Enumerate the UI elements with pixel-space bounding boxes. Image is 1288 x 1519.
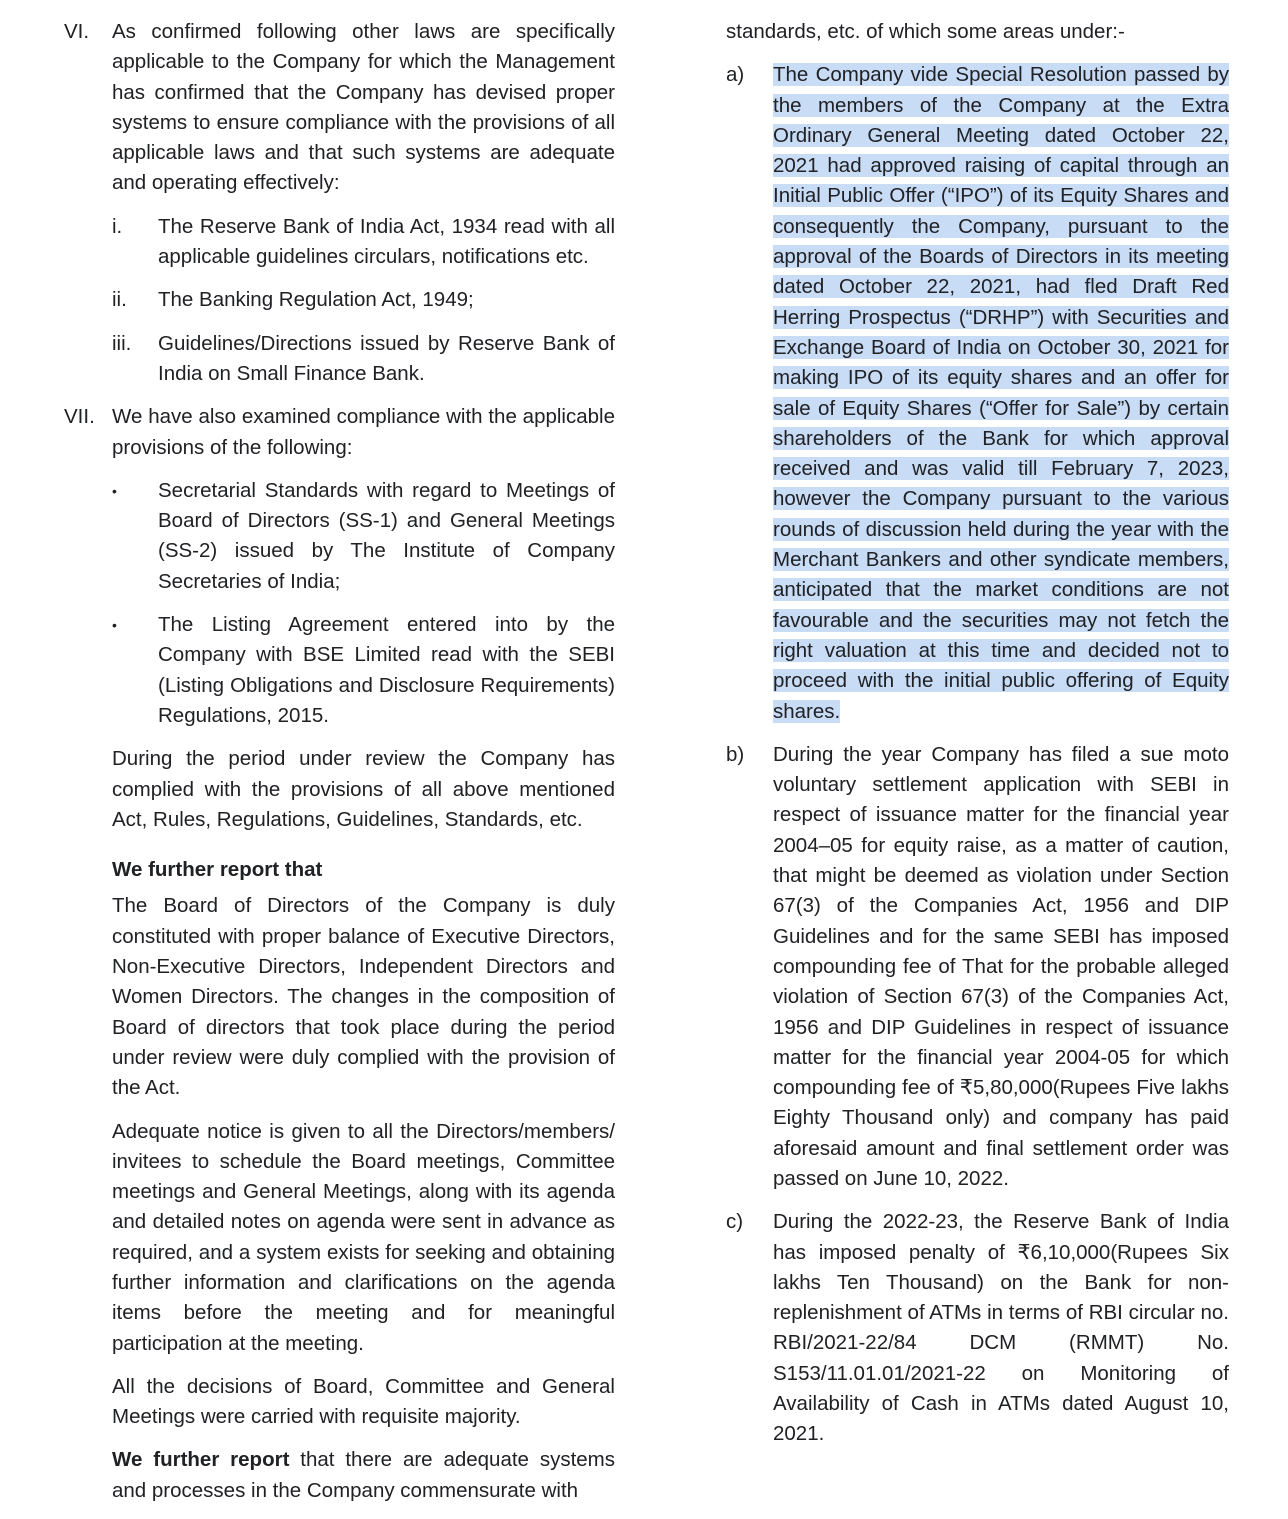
list-item [112,285,615,315]
list-item-number: c) [726,1210,744,1234]
list-item [112,329,615,390]
list-item-number: iii. [112,331,132,355]
list-item-text: Guidelines/Directions issued by Reserve Bank of India on Small Finance Bank. [158,331,615,385]
list-item-number: i. [112,214,123,238]
section-number: VI. [64,20,90,43]
list-item-text: The Reserve Bank of India Act, 1934 read with all applicable guidelines circulars, notifications etc. [158,214,615,269]
paragraph-board: The Board of Directors of the Company is duly constituted with proper balance of Executive Directors, Non-Executive Directors, Independent Directors and Women Directors. The changes in the composition of Board of directors that took place during the period under review were duly complied with the provision of the Act. [112,894,615,1100]
bullet-item [112,610,615,731]
bullet-text: The Listing Agreement entered into by the Company with BSE Limited read with the SEBI (Listing Obligations and Disclosure Requirements) Regulations, 2015. [158,613,615,727]
bullet-icon: • [112,617,117,634]
list-item-text: The Banking Regulation Act, 1949; [158,288,474,312]
right-column [726,17,1229,1463]
left-column [64,17,615,1519]
list-item-text: During the 2022-23, the Reserve Bank of India has imposed penalty of ₹6,10,000(Rupees Six lakhs Ten Thousand) on the Bank for non-replenishment of ATMs in terms of RBI circular no. RBI/2021-22/84 DCM (RMMT) No. S153/11.01.01/2021-22 on Monitoring of Availability of Cash in ATMs dated August 10, 2021. [773,1210,1229,1446]
list-item-b [726,740,1229,1194]
list-item-c [726,1207,1229,1449]
heading-further-report: We further report that [112,858,323,882]
bullet-item [112,476,615,597]
list-item-number: b) [726,742,745,766]
list-item-number: a) [726,63,745,87]
section-vii [64,402,615,463]
section-text: We have also examined compliance with the applicable provisions of the following: [112,405,615,459]
list-item-a [726,60,1229,727]
bold-lead: We further report [112,1448,290,1472]
lead-text: standards, etc. of which some areas under:- [726,20,1125,43]
list-item-number: ii. [112,288,127,312]
paragraph-decisions: All the decisions of Board, Committee and General Meetings were carried with requisite majority. [112,1374,615,1429]
paragraph-further-report [112,1445,615,1506]
list-item-text [773,60,1229,727]
bullet-icon: • [112,482,117,499]
selected-text[interactable]: The Company vide Special Resolution passed by the members of the Company at the Extra Ordinary General Meeting dated October 22, 2021 had approved raising of capital through an Initial Public Offer (“IPO”) of its Equity Shares and consequently the Company, pursuant to the approval of the Boards of Directors in its meeting dated October 22, 2021, had fled Draft Red Herring Prospectus (“DRHP”) with Securities and Exchange Board of India on October 30, 2021 for making IPO of its equity shares and an offer for sale of Equity Shares (“Offer for Sale”) by certain shareholders of the Bank for which approval received and was valid till February 7, 2023, however the Company pursuant to the various rounds of discussion held during the year with the Merchant Bankers and other syndicate members, anticipated that the market conditions are not favourable and the securities may not fetch the right valuation at this time and decided not to proceed with the initial public offering of Equity shares. [773,63,1229,723]
bullet-text: Secretarial Standards with regard to Meetings of Board of Directors (SS-1) and General Meetings (SS-2) issued by The Institute of Company Secretaries of India; [158,478,615,593]
paragraph-rest: that there are adequate systems and processes in the Company commensurate with [112,1448,615,1502]
list-item [112,212,615,273]
section-text: As confirmed following other laws are specifically applicable to the Company for which the Management has confirmed that the Company has devised proper systems to ensure compliance with the provisions of all applicable laws and that such systems are adequate and operating effectively: [112,20,615,195]
list-item-text: During the year Company has filed a sue moto voluntary settlement application with SEBI in respect of issuance matter for the financial year 2004–05 for equity raise, as a matter of caution, that might be deemed as violation under Section 67(3) of the Companies Act, 1956 and DIP Guidelines and for the same SEBI has imposed compounding fee of That for the probable alleged violation of Section 67(3) of the Companies Act, 1956 and DIP Guidelines in respect of issuance matter for the financial year 2004-05 for which compounding fee of ₹5,80,000(Rupees Five lakhs Eighty Thousand only) and company has paid aforesaid amount and final settlement order was passed on June 10, 2022. [773,742,1229,1190]
paragraph-notice: Adequate notice is given to all the Directors/members/ invitees to schedule the Board meetings, Committee meetings and General Meetings, along with its agenda and detailed notes on agenda were sent in advance as required, and a system exists for seeking and obtaining further information and clarifications on the agenda items before the meeting and for meaningful participation at the meeting. [112,1119,615,1355]
paragraph-complied: During the period under review the Company has complied with the provisions of all above mentioned Act, Rules, Regulations, Guidelines, Standards, etc. [112,747,615,831]
section-vi [64,17,615,199]
section-number: VII. [64,405,95,429]
